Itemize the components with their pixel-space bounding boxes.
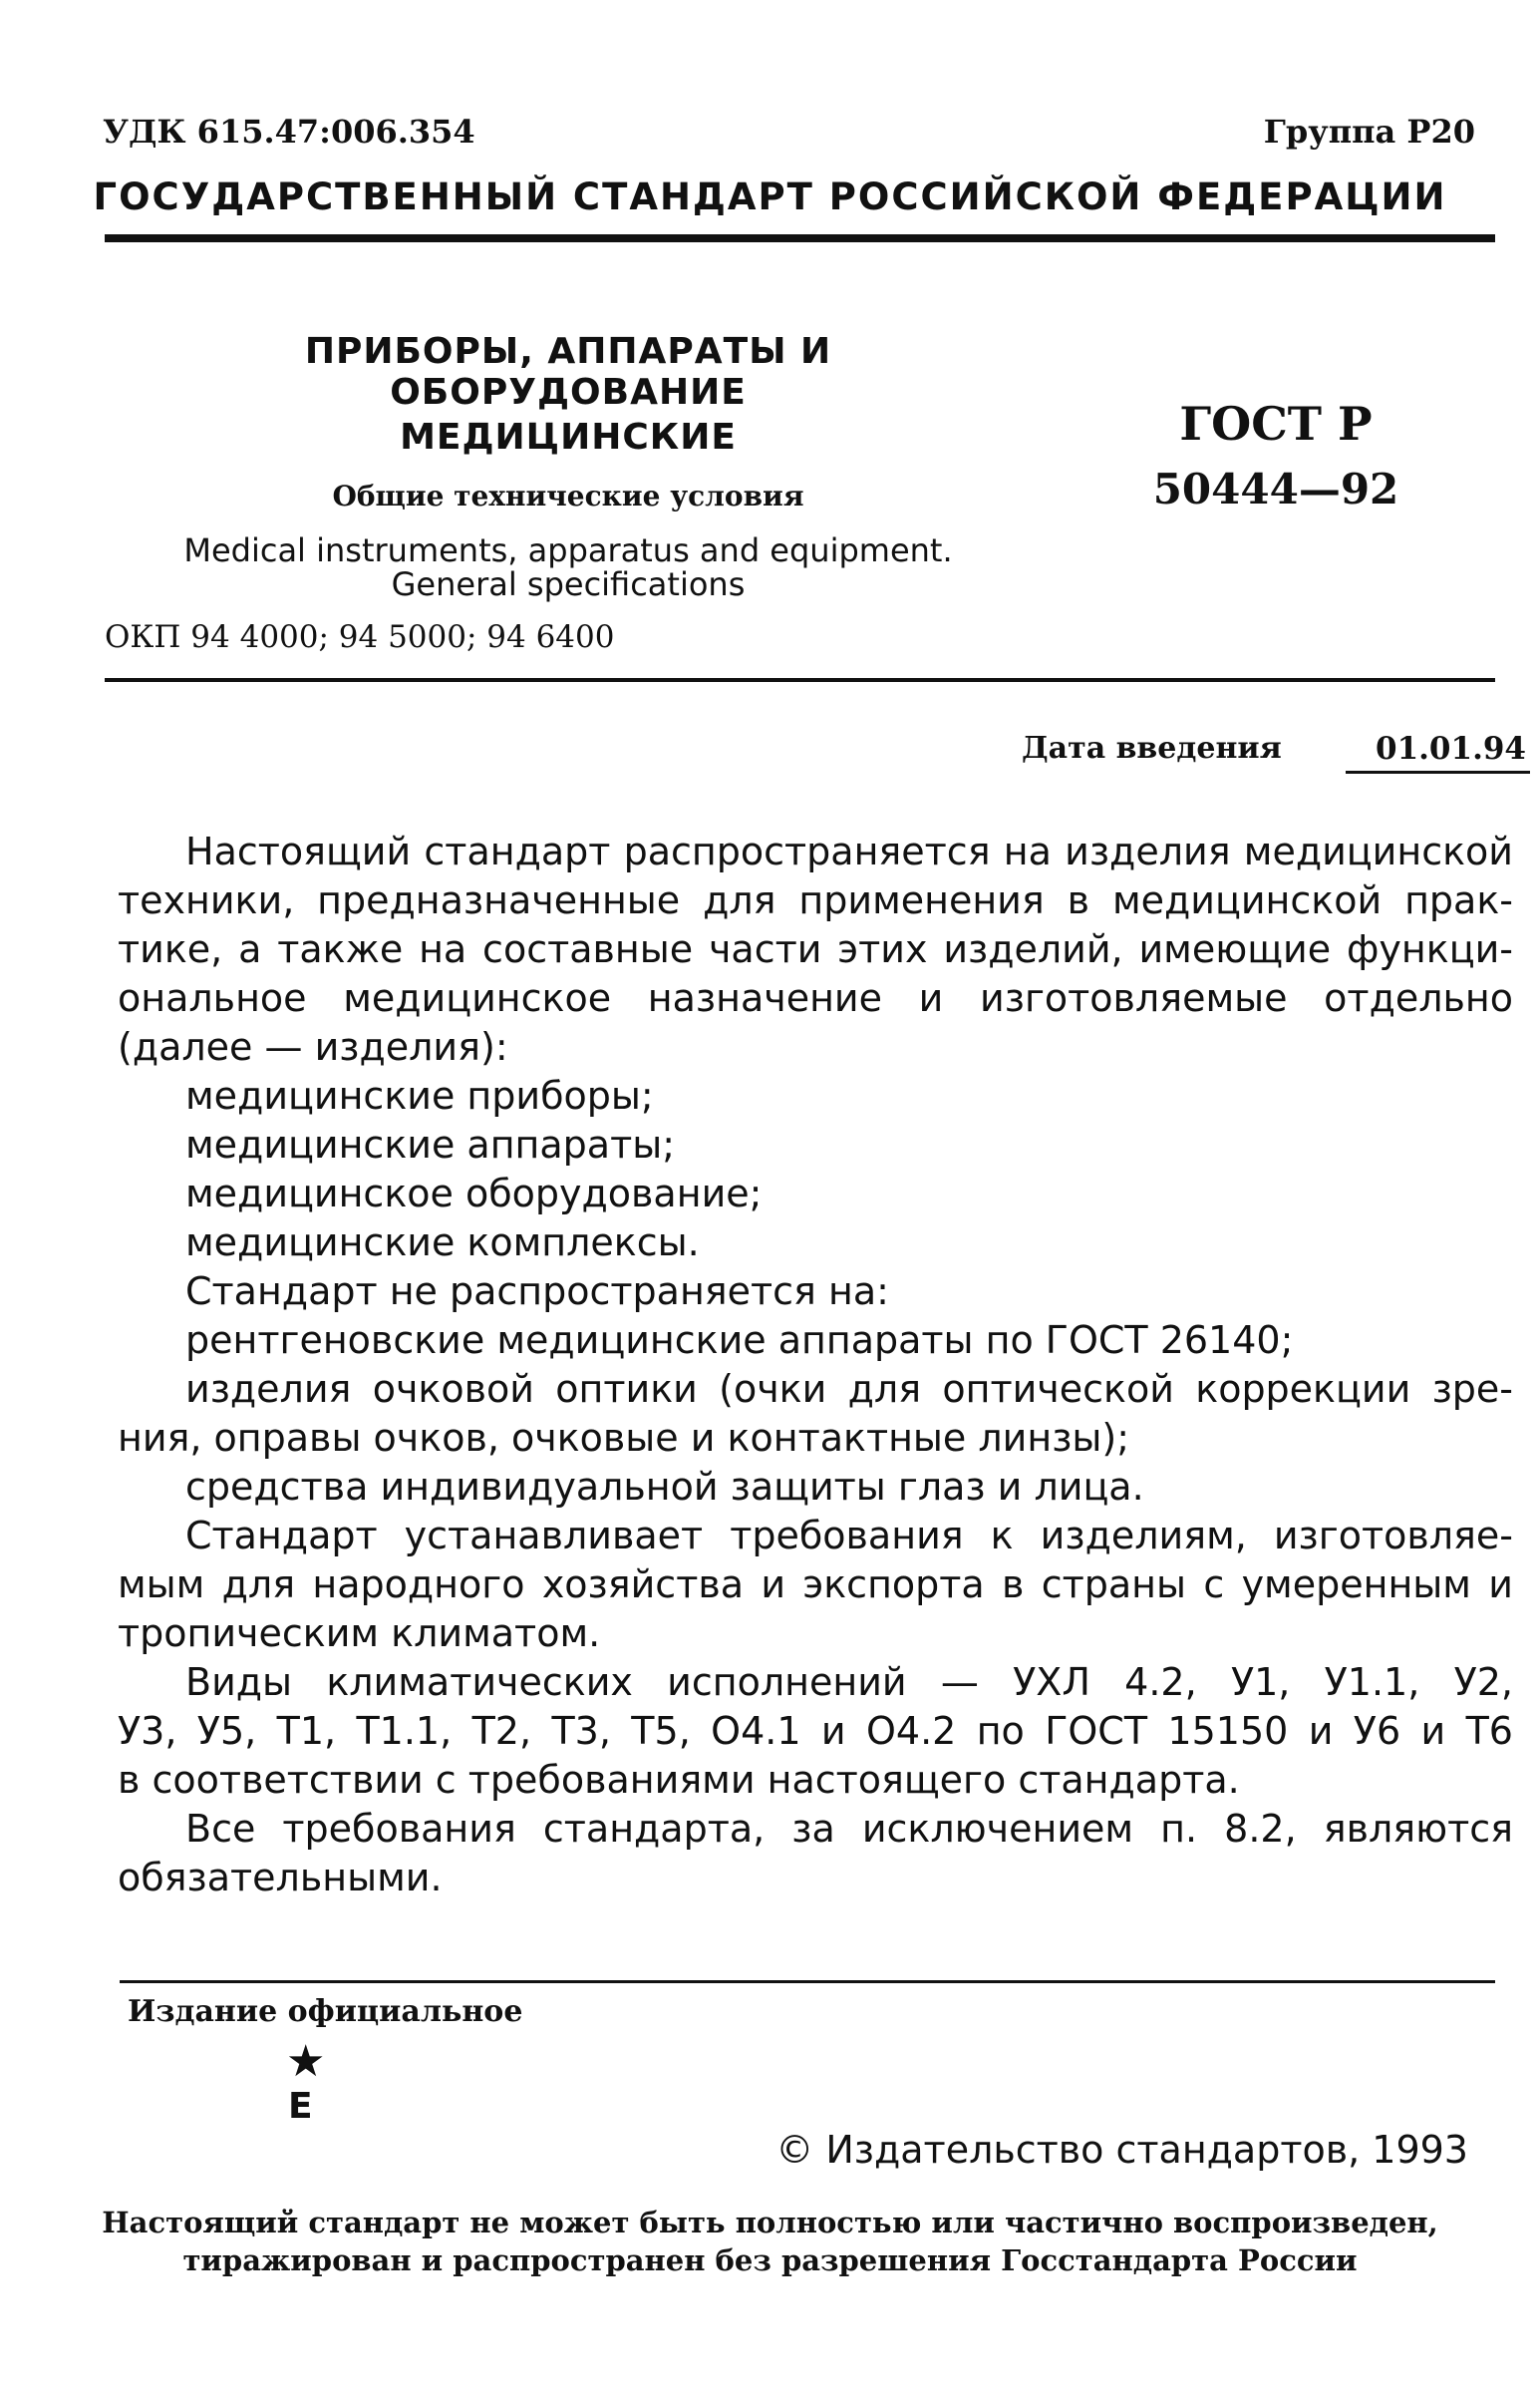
official-edition-label: Издание официальное (128, 1994, 523, 2029)
notice-line-1: Настоящий стандарт не может быть полностью или частично воспроизведен, (102, 2206, 1438, 2239)
title-block (150, 331, 987, 601)
group-code: Группа Р20 (1263, 113, 1475, 151)
exclusion-item: изделия очковой оптики (очки для оптической коррекции зре- (185, 1367, 1513, 1411)
exclusion-item: рентгеновские медицинские аппараты по ГОСТ 26140; (185, 1318, 1294, 1362)
gost-code-block (1126, 397, 1425, 513)
list-item: медицинские приборы; (185, 1074, 654, 1118)
udk-code: УДК 615.47:006.354 (103, 113, 475, 151)
gost-number: 50444—92 (1152, 465, 1399, 513)
body-line: Все требования стандарта, за исключением п. 8.2, являются (185, 1807, 1513, 1851)
okp-codes: ОКП 94 4000; 94 5000; 94 6400 (105, 619, 615, 655)
exclusion-item: средства индивидуальной защиты глаз и лица. (185, 1465, 1144, 1509)
body-line: обязательными. (118, 1856, 443, 1899)
body-line: мым для народного хозяйства и экспорта в страны с умеренным и (118, 1562, 1513, 1606)
body-text (118, 828, 1513, 1902)
introduction-date-label: Дата введения (1022, 731, 1282, 766)
reproduction-notice (0, 2204, 1540, 2279)
state-standard-heading: ГОСУДАРСТВЕННЫЙ СТАНДАРТ РОССИЙСКОЙ ФЕДЕРАЦИИ (93, 175, 1447, 218)
title-line-1: ПРИБОРЫ, АППАРАТЫ И ОБОРУДОВАНИЕ (304, 331, 832, 413)
header-rule (105, 234, 1495, 242)
english-title-line-2: General specifications (391, 564, 746, 603)
list-item: медицинские комплексы. (185, 1220, 700, 1264)
body-line: ональное медицинское назначение и изготовляемые отдельно (118, 976, 1513, 1020)
body-line: Настоящий стандарт распространяется на изделия медицинской (185, 830, 1513, 873)
body-line: У3, У5, Т1, Т1.1, Т2, Т3, Т5, О4.1 и О4.2 по ГОСТ 15150 и У6 и Т6 (118, 1709, 1513, 1753)
introduction-date-value: 01.01.94 (1346, 731, 1530, 774)
body-line: Стандарт не распространяется на: (185, 1269, 889, 1313)
list-item: медицинские аппараты; (185, 1123, 676, 1167)
footer-rule (120, 1980, 1495, 1983)
body-line: Стандарт устанавливает требования к изделиям, изготовляе- (185, 1514, 1513, 1557)
section-rule (105, 678, 1495, 682)
exclusion-item: ния, оправы очков, очковые и контактные линзы); (118, 1416, 1130, 1460)
subtitle: Общие технические условия (332, 480, 804, 513)
body-line: техники, предназначенные для применения в медицинской прак- (118, 878, 1513, 922)
body-line: Виды климатических исполнений — УХЛ 4.2, У1, У1.1, У2, (185, 1660, 1513, 1704)
list-item: медицинское оборудование; (185, 1172, 763, 1215)
english-title-line-1: Medical instruments, apparatus and equipment. (183, 531, 953, 569)
edition-mark: Е (288, 2086, 313, 2127)
body-line: (далее — изделия): (118, 1025, 508, 1069)
gost-label: ГОСТ Р (1179, 397, 1373, 451)
star-icon: ★ (286, 2036, 326, 2087)
notice-line-2: тиражирован и распространен без разрешения Госстандарта России (182, 2243, 1358, 2277)
title-line-2: МЕДИЦИНСКИЕ (400, 417, 737, 458)
copyright: © Издательство стандартов, 1993 (775, 2128, 1468, 2172)
body-line: тропическим климатом. (118, 1611, 601, 1655)
body-line: в соответствии с требованиями настоящего стандарта. (118, 1758, 1240, 1802)
body-line: тике, а также на составные части этих изделий, имеющие функци- (118, 927, 1513, 971)
